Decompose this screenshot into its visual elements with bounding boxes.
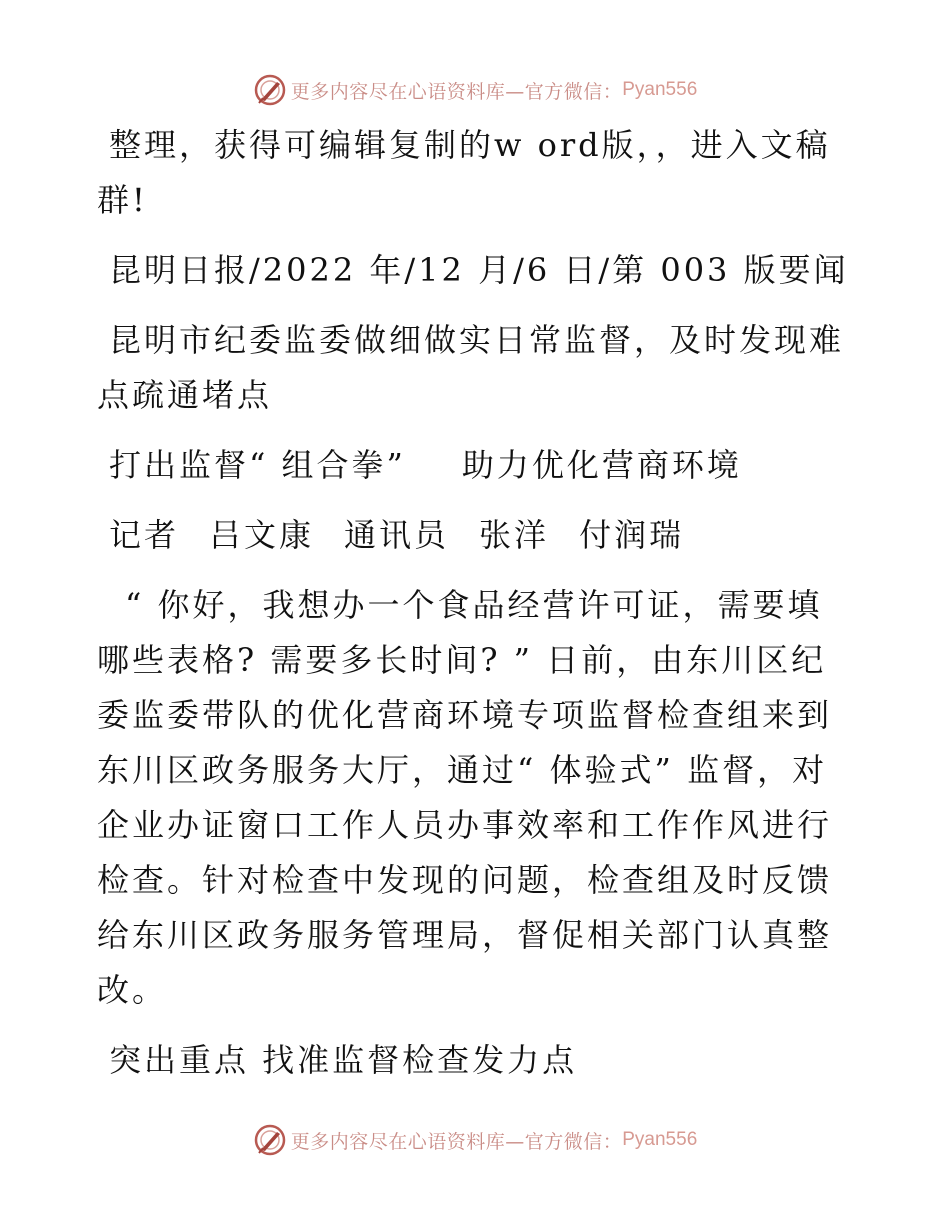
byline-name-correspondent-1: 张洋	[479, 516, 550, 554]
quill-pen-logo	[253, 73, 287, 107]
byline-role-correspondent: 通讯员	[344, 516, 450, 554]
subheadline	[97, 438, 853, 493]
subheadline-part1: 打出监督“ 组合拳”	[109, 446, 406, 484]
watermark-wechat-id: Pyan556	[622, 1129, 698, 1150]
body-paragraph: “ 你好，我想办一个食品经营许可证，需要填哪些表格? 需要多长时间? ” 日前，由东川区纪委监委带队的优化营商环境专项监督检查组来到东川区政务服务大厅，通过“ 体验式” 监督，对企业办证窗口工作人员办事效率和工作作风进行检查。针对检查中发现的问题，检查组及时反馈给东川区政务服务管理局，督促相关部门认真整改。	[97, 586, 833, 1009]
watermark-header	[0, 72, 950, 108]
byline-name-reporter: 吕文康	[209, 516, 315, 554]
byline-name-correspondent-2: 付润瑞	[579, 516, 685, 554]
subheadline-part2: 助力优化营商环境	[461, 446, 742, 484]
intro-paragraph: 整理，获得可编辑复制的w ord版，，进入文稿群!	[97, 126, 831, 219]
source-line: 昆明日报/2022 年/12 月/6 日/第 003 版要闻	[109, 251, 849, 289]
headline: 昆明市纪委监委做细做实日常监督，及时发现难点疏通堵点	[97, 321, 845, 414]
quill-pen-logo	[253, 1123, 287, 1157]
byline-role-reporter: 记者	[109, 516, 180, 554]
section-heading: 突出重点 找准监督检查发力点	[109, 1041, 578, 1079]
watermark-text: 更多内容尽在心语资料库—官方微信：	[290, 1130, 623, 1153]
watermark-wechat-id: Pyan556	[622, 79, 698, 100]
byline	[97, 508, 853, 563]
watermark-footer	[0, 1122, 950, 1158]
watermark-text: 更多内容尽在心语资料库—官方微信：	[290, 80, 623, 103]
document-body	[97, 118, 853, 1103]
